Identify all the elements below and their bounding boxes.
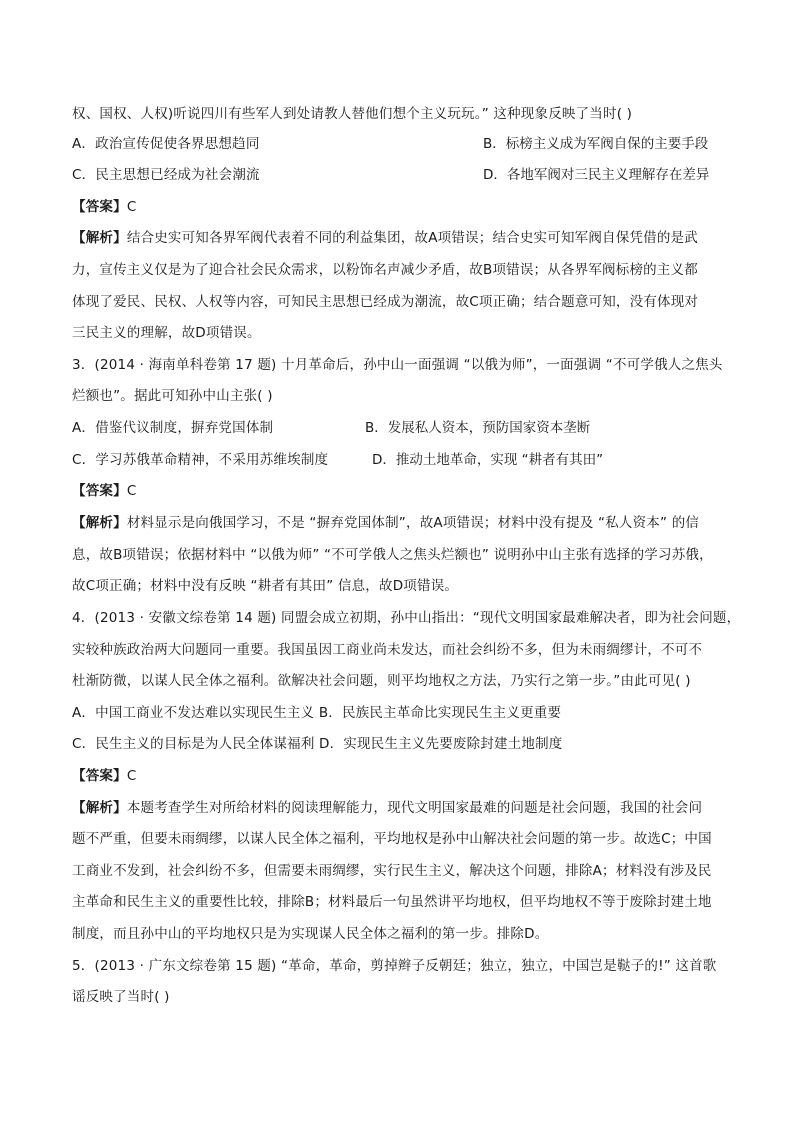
q2-analysis-line-4: 三民主义的理解，故D项错误。: [72, 325, 261, 341]
analysis-label: 【解析】: [72, 515, 127, 531]
q4-analysis-line-5: 制度，而且孙中山的平均地权只是为实现谋人民全体之福利的第一步。排除D。: [72, 926, 549, 942]
q4-options-cd: C．民生主义的目标是为人民全体谋福利 D．实现民生主义先要废除封建土地制度: [72, 736, 563, 752]
analysis-text: 材料显示是向俄国学习，不是 “摒弃党国体制”，故A项错误；材料中没有提及 “私人资本” 的信: [126, 515, 700, 531]
q2-analysis-line-3: 体现了爱民、民权、人权等内容，可知民主思想已经成为潮流，故C项正确；结合题意可知，没有体现对: [72, 294, 699, 310]
q3-option-d: D．推动土地革命，实现 “耕者有其田”: [372, 452, 604, 468]
q2-answer: [72, 197, 136, 217]
answer-value: C: [126, 199, 137, 215]
q3-analysis-line-3: 故C项正确；材料中没有反映 “耕者有其田” 信息，故D项错误。: [72, 578, 459, 594]
answer-value: C: [126, 483, 137, 499]
q3-stem-line-2: 烂额也”。据此可知孙中山主张( ): [72, 388, 273, 404]
q2-option-c: C．民主思想已经成为社会潮流: [72, 167, 260, 183]
q2-stem: 权、国权、人权)听说四川有些军人到处请教人替他们想个主义玩玩。” 这种现象反映了当时( ): [72, 106, 633, 122]
q2-option-d: D．各地军阀对三民主义理解存在差异: [483, 167, 710, 183]
analysis-text: 本题考查学生对所给材料的阅读理解能力，现代文明国家最难的问题是社会问题，我国的社会问: [126, 800, 703, 816]
answer-label: 【答案】: [72, 768, 127, 784]
q4-analysis-line-4: 主革命和民生主义的重要性比较，排除B；材料最后一句虽然讲平均地权，但平均地权不等于废除封建土地: [72, 894, 712, 910]
answer-label: 【答案】: [72, 199, 127, 215]
q4-stem-line-2: 实较种族政治两大问题同一重要。我国虽因工商业尚未发达，而社会纠纷不多，但为未雨绸缪计，不可不: [72, 642, 703, 658]
q5-stem-line-1: 5．(2013 · 广东文综卷第 15 题) “革命，革命，剪掉辫子反朝廷；独立，独立，中国岂是鞑子的!” 这首歌: [72, 958, 717, 974]
q3-analysis-line-1: [72, 513, 699, 533]
q5-stem-line-2: 谣反映了当时( ): [72, 989, 170, 1005]
q3-option-a: A．借鉴代议制度，摒弃党国体制: [72, 420, 274, 436]
q3-option-c: C．学习苏俄革命精神，不采用苏维埃制度: [72, 452, 329, 468]
answer-value: C: [126, 768, 137, 784]
q4-analysis-line-3: 工商业不发到，社会纠纷不多，但需要未雨绸缪，实行民生主义，解决这个问题，排除A；材料没有涉及民: [72, 863, 712, 879]
q4-options-ab: A．中国工商业不发达难以实现民生主义 B．民族民主革命比实现民生主义更重要: [72, 705, 562, 721]
q4-analysis-line-2: 题不严重，但要未雨绸缪，以谋人民全体之福利，平均地权是孙中山解决社会问题的第一步。故选C；中国: [72, 831, 712, 847]
analysis-text: 结合史实可知各界军阀代表着不同的利益集团，故A项错误；结合史实可知军阀自保凭借的是武: [126, 230, 698, 246]
q3-answer: [72, 481, 136, 501]
q2-analysis-line-1: [72, 228, 698, 248]
analysis-label: 【解析】: [72, 800, 127, 816]
q2-analysis-line-2: 力，宣传主义仅是为了迎合社会民众需求，以粉饰名声减少矛盾，故B项错误；从各界军阀标榜的主义都: [72, 262, 698, 278]
q4-stem-line-3: 杜渐防微，以谋人民全体之福利。欲解决社会问题，则平均地权之方法，乃实行之第一步。”由此可见( ): [72, 673, 691, 689]
answer-label: 【答案】: [72, 483, 127, 499]
q4-stem-line-1: 4．(2013 · 安徽文综卷第 14 题) 同盟会成立初期，孙中山指出：“现代文明国家最难解决者，即为社会问题，: [72, 610, 741, 626]
q4-answer: [72, 766, 136, 786]
q3-stem-line-1: 3．(2014 · 海南单科卷第 17 题) 十月革命后，孙中山一面强调 “以俄为师”，一面强调 “不可学俄人之焦头: [72, 357, 723, 373]
analysis-label: 【解析】: [72, 230, 127, 246]
q2-option-b: B．标榜主义成为军阀自保的主要手段: [483, 136, 709, 152]
q4-analysis-line-1: [72, 798, 702, 818]
q3-option-b: B．发展私人资本，预防国家资本垄断: [365, 420, 591, 436]
q3-analysis-line-2: 息，故B项错误；依据材料中 “以俄为师” “不可学俄人之焦头烂额也” 说明孙中山主张有选择的学习苏俄，: [72, 547, 713, 563]
q2-option-a: A．政治宣传促使各界思想趋同: [72, 136, 260, 152]
